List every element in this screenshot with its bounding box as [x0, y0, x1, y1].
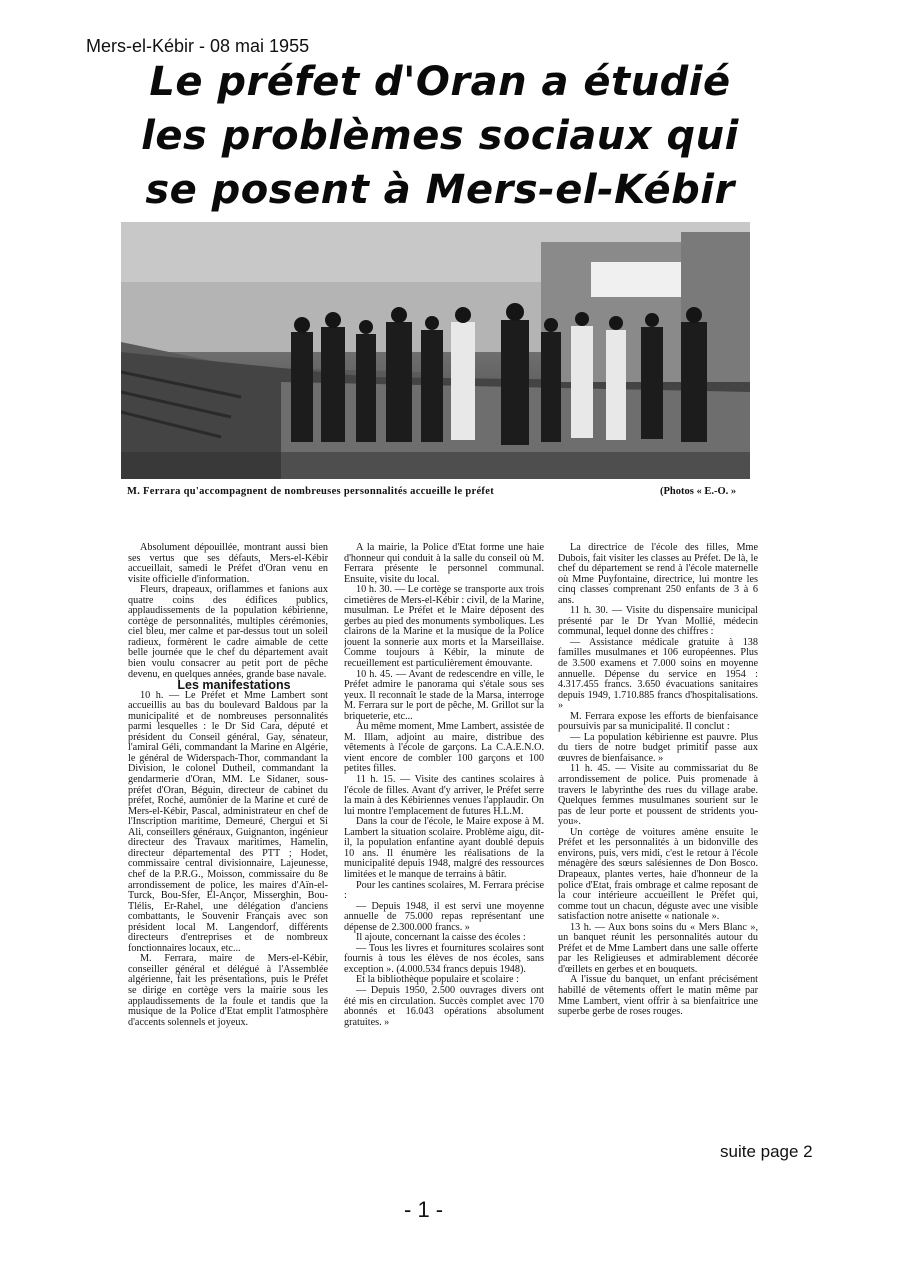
paragraph: — Assistance médicale gratuite à 138 familles musulmanes et 106 européennes. Plus de 3.500 examens et 7.000 soins en moyenne annuelle. Dépense du service en 1954 : 4.317.455 francs. 3.650 évacuations sanitaires depuis 1949, 1.710.885 francs d'hospitalisations. »	[558, 636, 758, 712]
headline-line-1: Le préfet d'Oran a étudié	[149, 59, 731, 105]
paragraph: 10 h. 30. — Le cortège se transporte aux trois cimetières de Mers-el-Kébir : civil, de la Marine, musulman. Le Préfet et le Maire déposent des gerbes au pied des monuments symboliques. Les clairons de la Marine et la musique de la Police jouent la sonnerie aux morts et la Marseillaise. Comme toujours à Kébir, la minute de recueillement est particulièrement émouvante.	[344, 584, 544, 670]
paragraph: — Depuis 1948, il est servi une moyenne annuelle de 75.000 repas représentant une dépense de 2.300.000 francs. »	[344, 900, 544, 933]
paragraph: — Tous les livres et fournitures scolaires sont fournis à tous les élèves de nos écoles, sans exception ». (4.000.534 francs depuis 1948).	[344, 942, 544, 975]
paragraph: Absolument dépouillée, montrant aussi bien ses vertus que ses défauts, Mers-el-Kébir accueillait, samedi le Préfet d'Oran venu en visite officielle d'information.	[128, 543, 328, 585]
section-subhead: Les manifestations	[177, 678, 291, 693]
article-column-3	[558, 543, 758, 1173]
paragraph: La directrice de l'école des filles, Mme Dubois, fait visiter les classes au Préfet. De là, le chef du département se rend à l'école maternelle où Mme Puyfontaine, directrice, lui montre les cinq classes comprenant 250 enfants de 3 à 6 ans.	[558, 543, 758, 606]
paragraph: 10 h. — Le Préfet et Mme Lambert sont accueillis au bas du boulevard Baldous par la municipalité et de nombreuses personnalités parmi lesquelles : le Dr Sid Cara, député et président du Conseil général, Gay, sénateur, l'amiral Géli, commandant la Marine en Algérie, le général de Widerspach-Thor, commandant la Division, le colonel Dutheil, commandant la gendarmerie d'Oran, MM. Le Sidaner, sous-préfet d'Oran, Béguin, directeur de cabinet du préfet, Roché, aumônier de la Marine et curé de Mers-el-Kébir, Pascal, administrateur en chef de l'Inscription maritime, Demeuré, Chergui et Si Ali, conseillers généraux, Guignanton, ingénieur directeur des Travaux maritimes, Hamelin, directeur départemental des PTT ; Hodet, commissaire central divisionnaire, Lajeunesse, chef de la P.R.G., Moisson, commissaire du 8e arrondissement de police, les maires d'Aïn-el-Turck, Bou-Sfer, El-Ançor, Misserghin, Bou-Tlélis, Er-Rahel, une délégation d'anciens combattants, le Souvenir Français avec son président local M. Langendorf, différents directeurs d'entreprises et de nombreux fonctionnaires locaux, etc...	[128, 689, 328, 954]
photo-illustration	[121, 222, 750, 479]
headline-line-3: se posent à Mers-el-Kébir	[145, 167, 735, 213]
paragraph: 13 h. — Aux bons soins du « Mers Blanc », un banquet réunit les personnalités autour du Préfet et de Mme Lambert dans une salle offerte par les Religieuses et admirablement décorée d'œillets en gerbes et en bouquets.	[558, 921, 758, 975]
paragraph: 10 h. 45. — Avant de redescendre en ville, le Préfet admire le panorama qui s'étale sous ses yeux. Il reconnaît le stade de la Marsa, interroge M. Ferrara sur le port de pêche, M. Grillot sur la briqueterie, etc...	[344, 668, 544, 722]
paragraph: — La population kébirienne est pauvre. Plus du tiers de notre budget primitif passe aux œuvres de bienfaisance. »	[558, 731, 758, 764]
page-number: - 1 -	[404, 1197, 444, 1222]
paragraph: 11 h. 45. — Visite au commissariat du 8e arrondissement de police. Puis promenade à travers le labyrinthe des rues du village arabe. Quelques femmes musulmanes sourient sur le pas de leur porte et poussent de stridents you-you».	[558, 763, 758, 828]
headline-line-2: les problèmes sociaux qui	[141, 113, 739, 159]
paragraph: M. Ferrara expose les efforts de bienfaisance poursuivis par sa municipalité. Il conclut :	[558, 710, 758, 733]
paragraph: Au même moment, Mme Lambert, assistée de M. Illam, adjoint au maire, distribue des vêtements à l'école de garçons. La C.A.E.N.O. vient encore de combler 100 garçons et 100 petites filles.	[344, 721, 544, 775]
continued-note: suite page 2	[720, 1142, 813, 1161]
photo-credit: (Photos « E.-O. »	[660, 486, 737, 497]
paragraph: Pour les cantines scolaires, M. Ferrara précise :	[344, 879, 544, 902]
paragraph: Un cortège de voitures amène ensuite le Préfet et les personnalités à un bidonville des environs, puis, vers midi, c'est le retour à l'école ménagère des sœurs salésiennes de Don Bosco. Drapeaux, plantes vertes, haie d'honneur de la police d'Etat, frais ombrage et calme reposant de la cour intérieure accueillent le Préfet qui, comme tout un chacun, déguste avec une visible satisfaction notre anisette « nationale ».	[558, 826, 758, 923]
paragraph: Il ajoute, concernant la caisse des écoles :	[356, 932, 526, 944]
headline	[120, 55, 760, 217]
photo-caption: M. Ferrara qu'accompagnent de nombreuses personnalités accueille le préfet	[127, 486, 494, 497]
paragraph: 11 h. 15. — Visite des cantines scolaires à l'école de filles. Avant d'y arriver, le Préfet serre la main à des Kébiriennes venues l'applaudir. On lui montre l'emplacement de futures H.L.M.	[344, 774, 544, 817]
paragraph: Dans la cour de l'école, le Maire expose à M. Lambert la situation scolaire. Problème aigu, dit-il, la population enfantine ayant doublé depuis 10 ans. Il énumère les réalisations de la municipalité depuis 1948, malgré des ressources limitées et le manque de terrains à bâtir.	[344, 816, 544, 880]
paragraph: M. Ferrara, maire de Mers-el-Kébir, conseiller général et délégué à l'Assemblée algérienne, fait les présentations, puis le Préfet se dirige en cortège vers la mairie sous les applaudissements de la foule et tandis que la musique de la Police d'Etat emplit l'atmosphère d'accents solennels et joyeux.	[128, 953, 328, 1028]
paragraph: — Depuis 1950, 2.500 ouvrages divers ont été mis en circulation. Succès complet avec 170 abonnés et 16.043 opérations absolument gratuites. »	[344, 984, 544, 1028]
paragraph: A l'issue du banquet, un enfant précisément habillé de vêtements offert le matin même par Mme Lambert, vient offrir à sa bienfaitrice une superbe gerbe de roses rouges.	[558, 974, 758, 1018]
news-photo	[121, 222, 750, 479]
paragraph: Et la bibliothèque populaire et scolaire :	[356, 974, 519, 986]
article-column-1	[128, 543, 328, 1173]
dateline: Mers-el-Kébir - 08 mai 1955	[86, 36, 310, 56]
article-column-2	[344, 543, 544, 1173]
paragraph: A la mairie, la Police d'Etat forme une haie d'honneur qui conduit à la salle du conseil où M. Ferrara présente le personnel communal. Ensuite, visite du local.	[344, 543, 544, 585]
paragraph: 11 h. 30. — Visite du dispensaire municipal présenté par le Dr Yvan Mollié, médecin communal, lequel donne des chiffres :	[558, 605, 758, 638]
paragraph: Fleurs, drapeaux, oriflammes et fanions aux quatre coins des édifices publics, applaudissements de la population kébirienne, cortège de personnalités, multiples cérémonies, ciel bleu, mer calme et par-dessus tout un soleil radieux, formèrent le cadre aimable de cette belle journée que le chef du département avait bien voulu consacrer au petit port de pêche devenu, en quelques années, grande base navale.	[128, 584, 328, 680]
